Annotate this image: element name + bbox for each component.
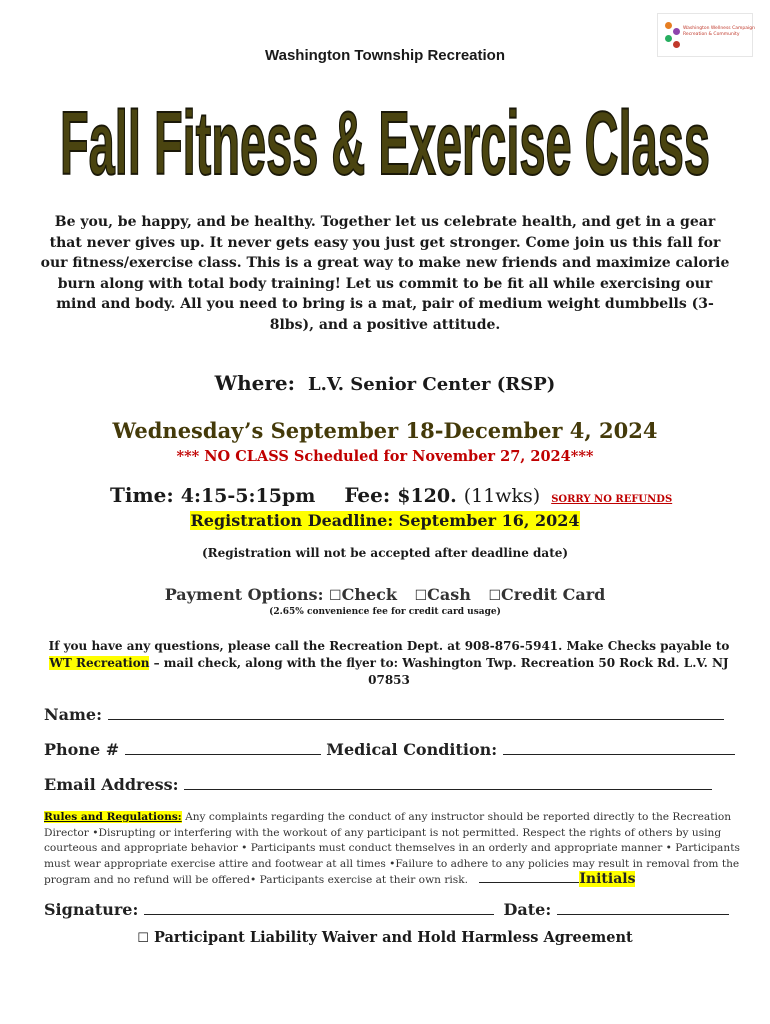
rules-text: Any complaints regarding the conduct of any instructor should be reported directly to the Recreation Director •Disrupting or interfering with the workout of any participant is not permitted. Respect the rights of others by using courteous and appropriate behavior • Participants must conduct themselves in an orderly and appropriate manner • Participants must wear appropriate exercise attire and footwear at all times •Failure to adhere to any policies may result in removal from the program and no refund will be offered• Participants exercise at their own risk. <box>44 811 740 886</box>
intro-paragraph: Be you, be happy, and be healthy. Together let us celebrate health, and get in a gear that never gives up. It never gets easy you just get stronger. Come join us this fall for our fitness/exercise class. This is a great way to make new friends and maximize calorie burn along with total body training! Let us commit to be fit all while exercising our mind and body. All you need to bring is a mat, pair of medium weight dumbbells (3-8lbs), and a positive attitude. <box>40 214 730 333</box>
checkbox-icon: ☐ <box>137 931 149 946</box>
payment-option-label: Cash <box>427 585 471 604</box>
fee-value: $120. <box>397 485 457 507</box>
contact-line1: If you have any questions, please call the Recreation Dept. at 908-876-5941. Make Checks payable to <box>48 639 730 653</box>
registration-deadline <box>0 511 770 530</box>
signature-field[interactable] <box>144 900 494 915</box>
registration-note: (Registration will not be accepted after deadline date) <box>201 546 569 560</box>
initials-label: Initials <box>579 871 636 887</box>
page-title <box>55 76 715 196</box>
medical-condition-label: Medical Condition: <box>326 740 498 759</box>
fee-weeks: (11wks) <box>463 485 541 507</box>
email-label: Email Address: <box>44 775 179 794</box>
fee-label: Fee: <box>344 483 391 507</box>
title-graphic <box>55 76 715 196</box>
location-label: Where: <box>214 371 296 395</box>
medical-condition-field[interactable] <box>503 740 735 755</box>
name-row <box>44 705 724 724</box>
checkbox-icon: ☐ <box>488 588 502 604</box>
logo-text-line2: Recreation & Community <box>683 32 740 37</box>
payment-option-check[interactable] <box>329 585 403 604</box>
time-value: 4:15-5:15pm <box>180 485 316 507</box>
email-row <box>44 775 712 794</box>
location-line <box>0 371 770 395</box>
organization-name: Washington Township Recreation <box>265 47 505 64</box>
phone-label: Phone # <box>44 740 120 759</box>
signature-row <box>44 900 729 919</box>
class-dates: Wednesday’s September 18-December 4, 2024 <box>112 418 658 443</box>
contact-line2: – mail check, along with the flyer to: Washington Twp. Recreation 50 Rock Rd. L.V. NJ 07853 <box>149 656 729 687</box>
waiver-label: Participant Liability Waiver and Hold Harmless Agreement <box>153 929 633 946</box>
email-field[interactable] <box>184 775 712 790</box>
payment-option-label: Credit Card <box>501 585 606 604</box>
initials-field[interactable] <box>479 872 579 883</box>
payment-option-credit-card[interactable] <box>488 585 605 604</box>
checkbox-icon: ☐ <box>414 588 428 604</box>
time-fee-line <box>110 483 672 507</box>
logo-dot-orange <box>665 22 672 29</box>
payable-to: WT Recreation <box>49 656 150 670</box>
date-field[interactable] <box>557 900 729 915</box>
phone-medical-row <box>44 740 735 759</box>
convenience-fee-note: (2.65% convenience fee for credit card usage) <box>269 607 501 617</box>
location-value: L.V. Senior Center (RSP) <box>308 374 556 395</box>
payment-options <box>0 585 770 604</box>
phone-field[interactable] <box>125 740 321 755</box>
logo-dot-purple <box>673 28 680 35</box>
logo-dot-green <box>665 35 672 42</box>
name-label: Name: <box>44 705 103 724</box>
logo-text-line1: Washington Wellness Campaign <box>683 26 755 31</box>
checkbox-icon: ☐ <box>329 588 342 604</box>
payment-label: Payment Options: <box>164 585 324 604</box>
name-field[interactable] <box>108 705 724 720</box>
waiver-row[interactable] <box>0 929 770 946</box>
time-label: Time: <box>110 483 174 507</box>
no-refunds-notice: SORRY NO REFUNDS <box>551 494 673 505</box>
contact-info <box>44 638 734 689</box>
signature-label: Signature: <box>44 900 139 919</box>
title-text: Fall Fitness & Exercise Class <box>60 94 710 194</box>
logo-text <box>683 26 755 38</box>
payment-option-cash[interactable] <box>415 585 477 604</box>
deadline-text: Registration Deadline: September 16, 2024 <box>190 511 580 530</box>
no-class-notice: *** NO CLASS Scheduled for November 27, 2024*** <box>176 448 594 465</box>
rules-and-regulations <box>44 810 744 889</box>
rules-heading: Rules and Regulations: <box>44 811 182 823</box>
payment-option-label: Check <box>341 585 397 604</box>
date-label: Date: <box>503 900 552 919</box>
